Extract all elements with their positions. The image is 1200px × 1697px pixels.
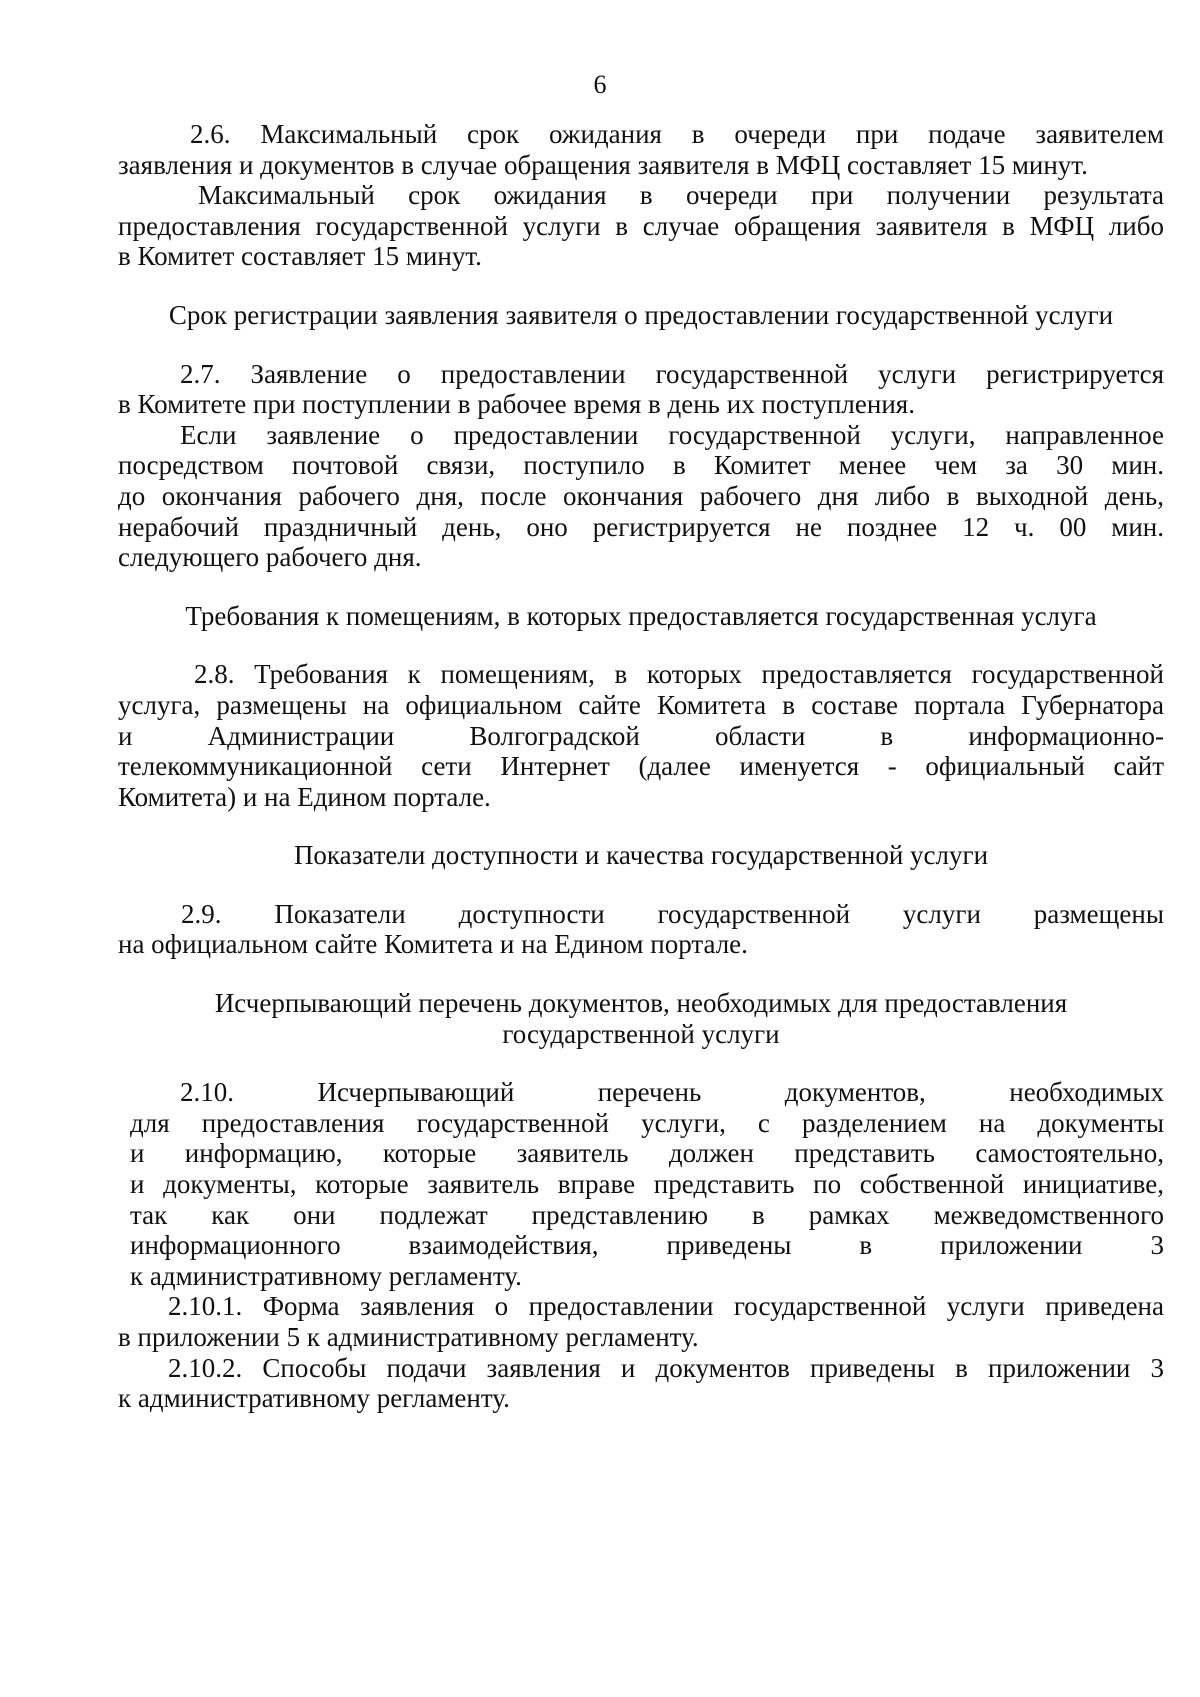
- paragraph-2-9: [118, 899, 1164, 960]
- text-line: Максимальный срок ожидания в очереди при получении результата: [198, 180, 1164, 211]
- text-line: до окончания рабочего дня, после окончания рабочего дня либо в выходной день,: [118, 480, 1164, 511]
- text-line: для предоставления государственной услуги, с разделением на документы: [130, 1107, 1164, 1138]
- text-line: к административному регламенту.: [118, 1383, 510, 1414]
- text-line: посредством почтовой связи, поступило в Комитет менее чем за 30 мин.: [118, 450, 1164, 481]
- text-line: 2.7. Заявление о предоставлении государственной услуги регистрируется: [180, 358, 1164, 389]
- paragraph-2-10-2: [118, 1353, 1164, 1414]
- text-line: в Комитете при поступлении в рабочее время в день их поступления.: [118, 389, 915, 420]
- text-line: 2.10.1. Форма заявления о предоставлении государственной услуги приведена: [168, 1291, 1164, 1322]
- text-line: 2.8. Требования к помещениям, в которых предоставляется государственной: [194, 659, 1164, 690]
- text-line: и документы, которые заявитель вправе представить по собственной инициативе,: [130, 1169, 1164, 1200]
- text-line: и информацию, которые заявитель должен представить самостоятельно,: [130, 1138, 1164, 1169]
- text-line: Если заявление о предоставлении государственной услуги, направленное: [180, 419, 1164, 450]
- text-line: в приложении 5 к административному регламенту.: [118, 1322, 699, 1352]
- text-line: к административному регламенту.: [130, 1260, 522, 1291]
- text-line: телекоммуникационной сети Интернет (далее именуется - официальный сайт: [118, 751, 1164, 782]
- text-line: так как они подлежат представлению в рамках межведомственного: [130, 1199, 1164, 1230]
- section-heading-indicators: Показатели доступности и качества государственной услуги: [293, 840, 989, 871]
- text-line: 2.10. Исчерпывающий перечень документов, необходимых: [180, 1077, 1164, 1108]
- section-heading-documents-line2: государственной услуги: [502, 1018, 780, 1049]
- paragraph-2-8: [118, 659, 1164, 812]
- text-line: 2.10.2. Способы подачи заявления и документов приведены в приложении 3: [168, 1352, 1164, 1383]
- text-line: информационного взаимодействия, приведены в приложении 3: [130, 1230, 1164, 1261]
- page-number: 6: [593, 70, 607, 99]
- text-line: в Комитет составляет 15 минут.: [118, 241, 482, 272]
- section-heading-documents: Исчерпывающий перечень документов, необходимых для предоставления: [214, 988, 1068, 1019]
- paragraph-2-6: [118, 119, 1164, 272]
- section-heading-registration: Срок регистрации заявления заявителя о предоставлении государственной услуги: [168, 299, 1114, 330]
- section-heading-premises: Требования к помещениям, в которых предоставляется государственная услуга: [185, 600, 1097, 631]
- text-line: Комитета) и на Едином портале.: [118, 781, 491, 812]
- text-line: нерабочий праздничный день, оно регистрируется не позднее 12 ч. 00 мин.: [118, 511, 1164, 542]
- paragraph-2-7: [118, 359, 1164, 573]
- document-body: [118, 119, 1164, 1414]
- paragraph-2-10-1: [118, 1291, 1164, 1352]
- paragraph-2-10: [118, 1077, 1164, 1291]
- text-line: 2.9. Показатели доступности государственной услуги размещены: [181, 898, 1164, 929]
- text-line: 2.6. Максимальный срок ожидания в очереди при подаче заявителем: [190, 119, 1164, 149]
- text-line: на официальном сайте Комитета и на Едином портале.: [118, 929, 748, 960]
- text-line: и Администрации Волгоградской области в информационно-: [118, 720, 1164, 751]
- text-line: предоставления государственной услуги в случае обращения заявителя в МФЦ либо: [118, 210, 1164, 241]
- text-line: следующего рабочего дня.: [118, 542, 422, 573]
- text-line: услуга, размещены на официальном сайте Комитета в составе портала Губернатора: [118, 689, 1164, 720]
- text-line: заявления и документов в случае обращения заявителя в МФЦ составляет 15 минут.: [118, 149, 1088, 180]
